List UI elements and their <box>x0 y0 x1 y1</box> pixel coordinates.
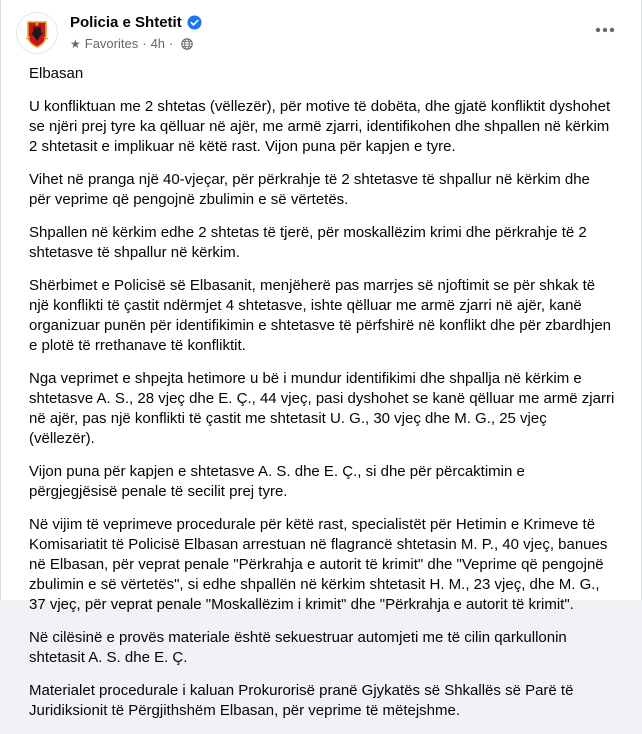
post-paragraph: Elbasan <box>29 65 84 82</box>
post-paragraph: Nga veprimet e shpejta hetimore u bë i mundur identifikimi dhe shpallja në kërkim e shtetasve A. S., 28 vjeç dhe E. Ç., 44 vjeç, pasi dyshohet se kanë qëlluar me armë zjarri në ajër, pas një konflikti të çastit me shtetasit U. G., 30 vjeç dhe M. G., 25 vjeç (vëllezër). <box>29 370 615 447</box>
audience-label: Favorites <box>84 36 139 51</box>
meta-separator-2: · <box>169 36 174 51</box>
meta-separator: · <box>142 36 147 51</box>
post-time[interactable]: 4h <box>150 36 166 51</box>
post-paragraph: Shpallen në kërkim edhe 2 shtetas të tjerë, për moskallëzim krimi dhe përkrahje të 2 shtetasve të shpallur në kërkim. <box>29 224 587 261</box>
post-paragraph: Materialet procedurale i kaluan Prokurorisë pranë Gjykatës së Shkallës së Parë të Juridiksionit të Përgjithshëm Elbasan, për veprime të mëtejshme. <box>29 682 574 719</box>
globe-icon[interactable] <box>181 38 193 50</box>
more-options-icon <box>595 27 615 33</box>
star-icon: ★ <box>70 36 81 51</box>
more-options-button[interactable] <box>591 20 619 40</box>
police-emblem-icon <box>17 13 57 53</box>
post-text <box>29 64 615 734</box>
verified-badge-icon <box>187 15 202 30</box>
post-paragraph: Shërbimet e Policisë së Elbasanit, menjëherë pas marrjes së njoftimit se për shkak të një konflikti të çastit ndërmjet 4 shtetasve, ishte qëlluar me armë zjarri në ajër, kanë organizuar punën për identifikimin e shtetasve të përfshirë në konflikt dhe për zbardhjen e plotë të rrethanave të konfliktit. <box>29 277 612 354</box>
post-header <box>1 0 641 60</box>
post-paragraph: Në cilësinë e provës materiale është sekuestruar automjeti me të cilin qarkullonin shtetasit A. S. dhe E. Ç. <box>29 629 567 666</box>
post-paragraph: Vijon puna për kapjen e shtetasve A. S. dhe E. Ç., si dhe për përcaktimin e përgjegjësisë penale të secilit prej tyre. <box>29 463 525 500</box>
post-paragraph: Vihet në pranga një 40-vjeçar, për përkrahje të 2 shtetasve të shpallur në kërkim dhe për veprime që pengojnë zbulimin e së vërtetës. <box>29 171 590 208</box>
page-avatar[interactable] <box>16 12 58 54</box>
post-paragraph: U konfliktuan me 2 shtetas (vëllezër), për motive të dobëta, dhe gjatë konfliktit dyshohet se njëri prej tyre ka qëlluar në ajër, me armë zjarri, identifikohen dhe shpallen në kërkim 2 shtetasit e implikuar në këtë rast. Vijon puna për kapjen e tyre. <box>29 98 611 155</box>
page-name[interactable] <box>70 14 202 31</box>
post-meta <box>70 36 193 51</box>
post-paragraph: Në vijim të veprimeve procedurale për këtë rast, specialistët për Hetimin e Krimeve të Komisariatit të Policisë Elbasan arrestuan në flagrancë shtetasin M. P., 40 vjeç, banues në Elbasan, për veprat penale "Përkrahja e autorit të krimit" dhe "Veprime që pengojnë zbulimin e së vërtetës", si edhe shpallën në kërkim shtetasit H. M., 23 vjeç, dhe M. G., 37 vjeç, për veprat penale "Moskallëzim i krimit" dhe "Përkrahja e autorit të krimit". <box>29 516 608 613</box>
page-name-text[interactable]: Policia e Shtetit <box>70 14 182 31</box>
